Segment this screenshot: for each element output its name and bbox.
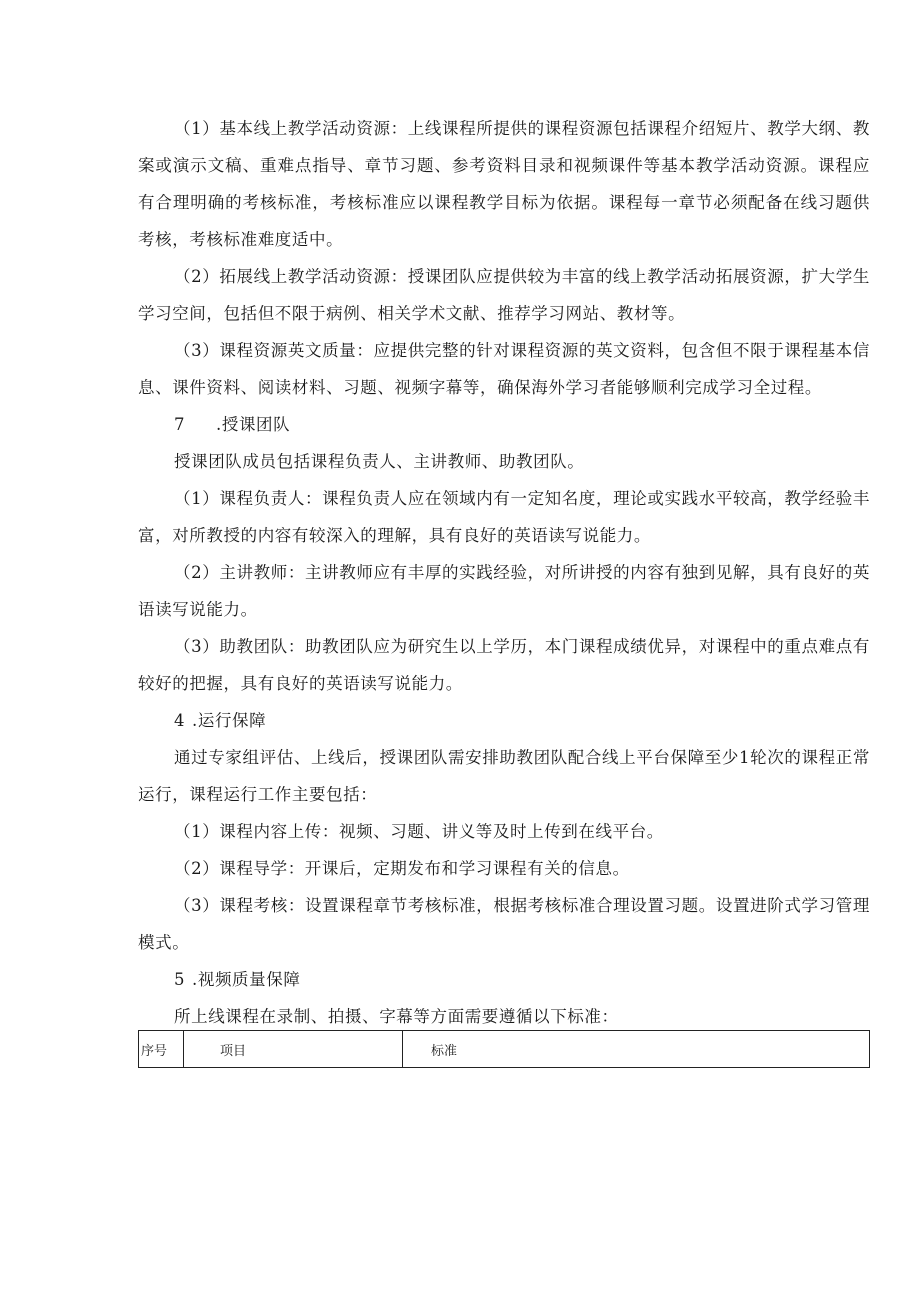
standards-table [138,1030,870,1068]
paragraph-lead-teacher: （2）主讲教师：主讲教师应有丰厚的实践经验，对所讲授的内容有独到见解，具有良好的英语读写说能力。 [138,563,870,619]
section-title: .运行保障 [192,711,267,730]
paragraph-assistant-team: （3）助教团队：助教团队应为研究生以上学历，本门课程成绩优异，对课程中的重点难点有较好的把握，具有良好的英语读写说能力。 [138,637,870,693]
paragraph-english-quality: （3）课程资源英文质量：应提供完整的针对课程资源的英文资料，包含但不限于课程基本信息、课件资料、阅读材料、习题、视频字幕等，确保海外学习者能够顺利完成学习全过程。 [138,341,870,397]
section-number: 5 [174,970,186,989]
section-heading-video-quality [138,961,870,998]
table-header-row [139,1031,870,1068]
paragraph-course-leader: （1）课程负责人：课程负责人应在领域内有一定知名度，理论或实践水平较高，教学经验丰富，对所教授的内容有较深入的理解，具有良好的英语读写说能力。 [138,489,870,545]
paragraph-operation-intro: 通过专家组评估、上线后，授课团队需安排助教团队配合线上平台保障至少1轮次的课程正常运行，课程运行工作主要包括： [138,748,870,804]
section-number: 7 [174,415,186,434]
paragraph-content-upload: （1）课程内容上传：视频、习题、讲义等及时上传到在线平台。 [174,822,664,841]
section-title: .视频质量保障 [192,970,301,989]
table-header-standard: 标准 [403,1031,870,1068]
section-title: .授课团队 [216,415,291,434]
paragraph-basic-resources: （1）基本线上教学活动资源：上线课程所提供的课程资源包括课程介绍短片、教学大纲、教案或演示文稿、重难点指导、章节习题、参考资料目录和视频课件等基本教学活动资源。课程应有合理明确的考核标准，考核标准应以课程教学目标为依据。课程每一章节必须配备在线习题供考核，考核标准难度适中。 [138,119,870,249]
table-header-item: 项目 [184,1031,403,1068]
paragraph-team-members: 授课团队成员包括课程负责人、主讲教师、助教团队。 [174,452,585,471]
paragraph-extended-resources: （2）拓展线上教学活动资源：授课团队应提供较为丰富的线上教学活动拓展资源，扩大学生学习空间，包括但不限于病例、相关学术文献、推荐学习网站、教材等。 [138,267,870,323]
section-heading-teaching-team [138,406,870,443]
paragraph-video-standards: 所上线课程在录制、拍摄、字幕等方面需要遵循以下标准： [174,1007,619,1026]
table-header-number: 序号 [139,1031,184,1068]
section-heading-operation [138,702,870,739]
section-number: 4 [174,711,186,730]
paragraph-course-guidance: （2）课程导学：开课后，定期发布和学习课程有关的信息。 [174,859,630,878]
paragraph-course-assessment: （3）课程考核：设置课程章节考核标准，根据考核标准合理设置习题。设置进阶式学习管理模式。 [138,896,870,952]
document-body [138,110,870,1035]
